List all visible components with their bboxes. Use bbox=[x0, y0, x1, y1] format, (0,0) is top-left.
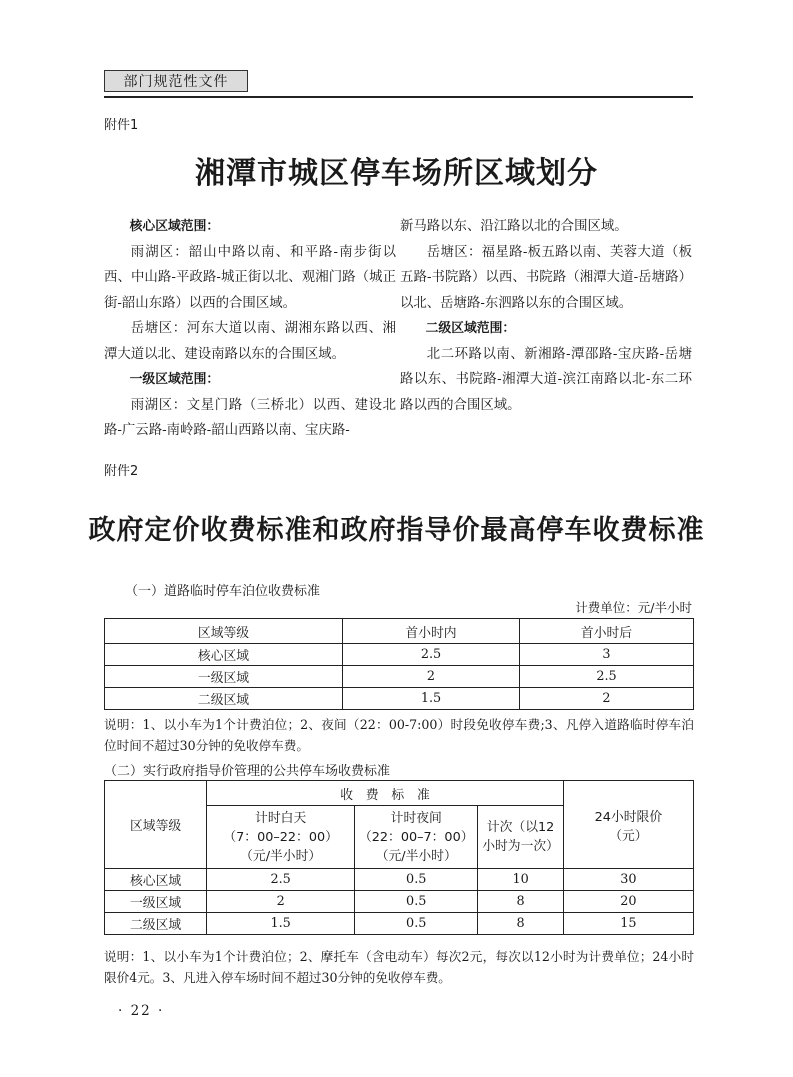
table-cell-value: 2 bbox=[207, 891, 355, 913]
table-row bbox=[105, 688, 694, 710]
table-cell-value: 2 bbox=[520, 688, 694, 710]
table-header-night bbox=[355, 806, 478, 869]
paragraph: 雨湖区：文星门路（三桥北）以西、建设北路-广云路-南岭路-韶山西路以南、宝庆路- bbox=[104, 397, 396, 438]
table-row bbox=[105, 891, 694, 913]
header-rule bbox=[104, 96, 693, 98]
table-cell-value: 20 bbox=[563, 891, 693, 913]
table-header-per-visit bbox=[478, 806, 563, 869]
paragraph: 岳塘区：福星路-板五路以南、芙蓉大道（板五路-书院路）以西、书院路（湘潭大道-岳塘路）以北、岳塘路-东泗路以东的合围区域。 bbox=[400, 244, 692, 311]
left-column bbox=[104, 214, 396, 444]
header-line: 计时白天 bbox=[255, 810, 307, 826]
paragraph: 雨湖区：韶山中路以南、和平路-南步街以西、中山路-平政路-城正街以北、观湘门路（城正街-韶山东路）以西的合围区域。 bbox=[104, 244, 396, 311]
subheading: 核心区域范围： bbox=[129, 219, 220, 234]
subheading: 一级区域范围： bbox=[129, 372, 220, 387]
road-parking-fee-table bbox=[104, 618, 694, 710]
section-2-caption: （二）实行政府指导价管理的公共停车场收费标准 bbox=[104, 764, 391, 779]
subheading: 二级区域范围： bbox=[425, 321, 516, 336]
table-cell-value: 10 bbox=[478, 869, 563, 891]
paragraph: 岳塘区：河东大道以南、湖湘东路以西、湘潭大道以北、建设南路以东的合围区域。 bbox=[104, 321, 396, 362]
table-cell-region: 二级区域 bbox=[105, 913, 207, 935]
table-cell-value: 8 bbox=[478, 913, 563, 935]
attachment-2-label: 附件2 bbox=[104, 464, 139, 479]
table-row bbox=[105, 666, 694, 688]
table-cell-value: 2 bbox=[343, 666, 520, 688]
table-row bbox=[105, 913, 694, 935]
table-header: 首小时后 bbox=[520, 619, 694, 644]
table-cell-region: 核心区域 bbox=[105, 869, 207, 891]
header-line: （元/半小时） bbox=[240, 848, 322, 864]
section-tag: 部门规范性文件 bbox=[104, 70, 248, 92]
header-line: 计次（以12 bbox=[486, 820, 555, 835]
section-2-note: 说明：1、以小车为1个计费泊位；2、摩托车（含电动车）每次2元，每次以12小时为计费单位；24小时限价4元。3、凡进入停车场时间不超过30分钟的免收停车费。 bbox=[104, 949, 694, 985]
table-cell-value: 3 bbox=[520, 644, 694, 666]
header-line: （7：00–22：00） bbox=[223, 829, 338, 845]
table-cell-value: 1.5 bbox=[207, 913, 355, 935]
table-cell-value: 15 bbox=[563, 913, 693, 935]
table-header: 区域等级 bbox=[105, 619, 343, 644]
public-parking-fee-table bbox=[104, 780, 694, 935]
header-line: （元/半小时） bbox=[375, 848, 457, 864]
table-cell-value: 0.5 bbox=[355, 869, 478, 891]
attachment-2-title: 政府定价收费标准和政府指导价最高停车收费标准 bbox=[88, 515, 705, 546]
paragraph: 北二环路以南、新湘路-潭邵路-宝庆路-岳塘路以东、书院路-湘潭大道-滨江南路以北-东二环路以西的合围区域。 bbox=[400, 346, 692, 413]
table-header-day bbox=[207, 806, 355, 869]
header-line: （元） bbox=[609, 828, 648, 844]
table-cell-value: 2.5 bbox=[343, 644, 520, 666]
table-cell-value: 30 bbox=[563, 869, 693, 891]
table-header-cap bbox=[563, 781, 693, 869]
attachment-1-label: 附件1 bbox=[104, 118, 139, 133]
table-row bbox=[105, 869, 694, 891]
header-line: 小时为一次） bbox=[482, 839, 559, 854]
table-header-region: 区域等级 bbox=[105, 781, 207, 869]
table-cell-value: 0.5 bbox=[355, 913, 478, 935]
table-cell-region: 核心区域 bbox=[105, 644, 343, 666]
unit-label: 计费单位：元/半小时 bbox=[575, 600, 692, 615]
table-cell-value: 2.5 bbox=[207, 869, 355, 891]
table-cell-value: 8 bbox=[478, 891, 563, 913]
header-line: 24小时限价 bbox=[594, 809, 663, 825]
table-cell-value: 0.5 bbox=[355, 891, 478, 913]
header-line: 计时夜间 bbox=[390, 810, 442, 826]
table-cell-region: 一级区域 bbox=[105, 666, 343, 688]
right-column bbox=[400, 214, 692, 418]
table-header-group: 收 费 标 准 bbox=[207, 781, 564, 806]
table-cell-value: 1.5 bbox=[343, 688, 520, 710]
table-cell-region: 二级区域 bbox=[105, 688, 343, 710]
section-1-caption: （一）道路临时停车泊位收费标准 bbox=[125, 584, 321, 599]
header-line: （22：00–7：00） bbox=[358, 829, 474, 845]
table-cell-region: 一级区域 bbox=[105, 891, 207, 913]
attachment-1-title: 湘潭市城区停车场所区域划分 bbox=[195, 156, 598, 191]
page-number: · 22 · bbox=[118, 1003, 165, 1019]
paragraph: 新马路以东、沿江路以北的合围区域。 bbox=[400, 219, 628, 234]
section-1-note: 说明：1、以小车为1个计费泊位；2、夜间（22：00-7:00）时段免收停车费;3、凡停入道路临时停车泊位时间不超过30分钟的免收停车费。 bbox=[104, 717, 694, 753]
table-row bbox=[105, 644, 694, 666]
table-header: 首小时内 bbox=[343, 619, 520, 644]
table-cell-value: 2.5 bbox=[520, 666, 694, 688]
